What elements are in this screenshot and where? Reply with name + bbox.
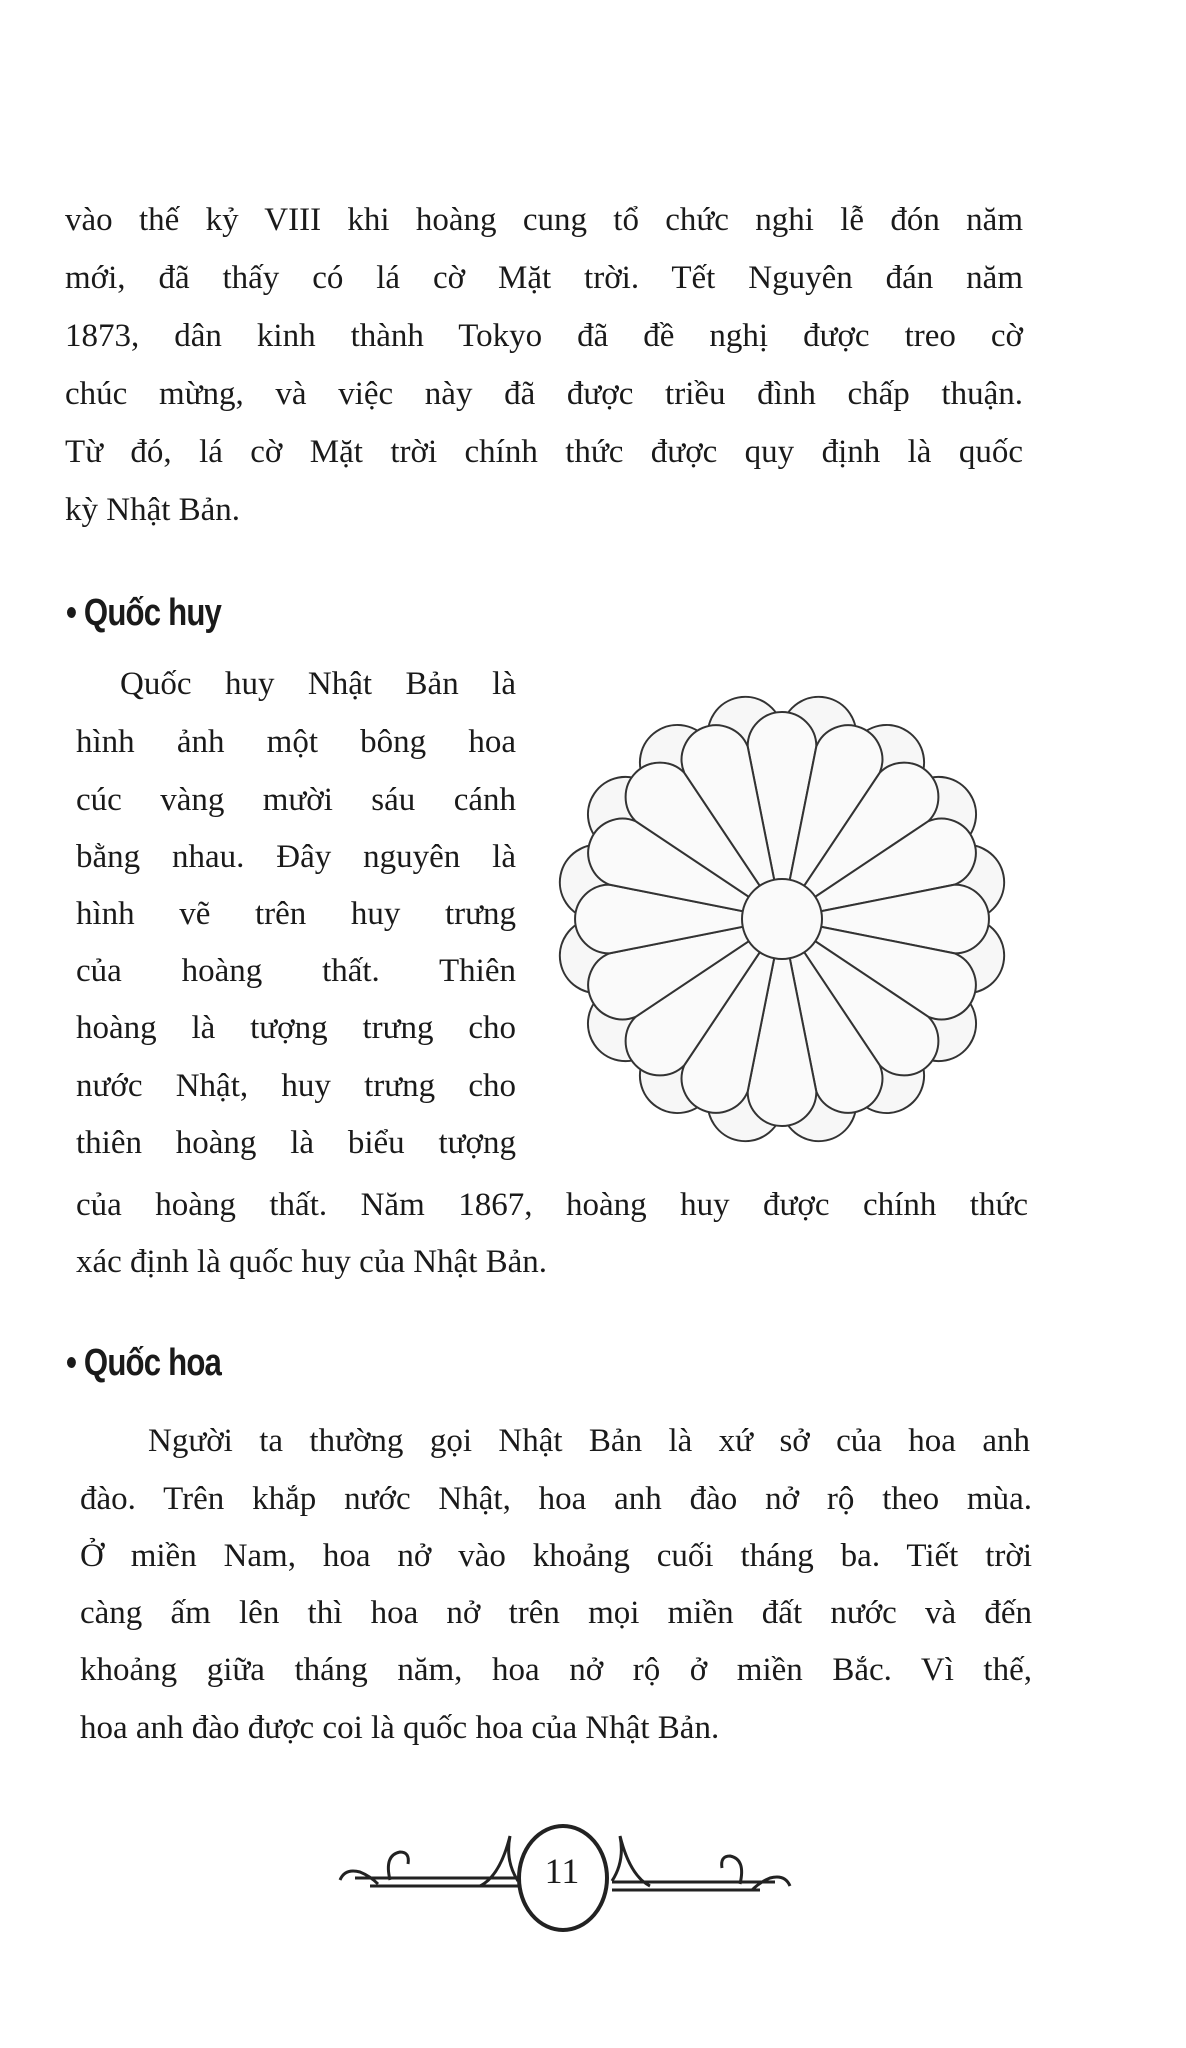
- text-line: đào. Trên khắp nước Nhật, hoa anh đào nở rộ theo mùa.: [80, 1481, 1032, 1517]
- page-number: 11: [544, 1851, 580, 1891]
- text-line: Từ đó, lá cờ Mặt trời chính thức được quy định là quốc: [65, 434, 1023, 470]
- text-line: Người ta thường gọi Nhật Bản là xứ sở của hoa anh: [148, 1423, 1030, 1459]
- section-heading-quoc-hoa: • Quốc hoa: [66, 1342, 222, 1384]
- text-line: mới, đã thấy có lá cờ Mặt trời. Tết Nguyên đán năm: [65, 260, 1023, 296]
- text-line: hình ảnh một bông hoa: [76, 724, 516, 760]
- text-line: chúc mừng, và việc này đã được triều đình chấp thuận.: [65, 376, 1023, 412]
- text-line: bằng nhau. Đây nguyên là: [76, 839, 516, 875]
- text-line: khoảng giữa tháng năm, hoa nở rộ ở miền Bắc. Vì thế,: [80, 1652, 1032, 1688]
- text-line: Quốc huy Nhật Bản là: [120, 666, 516, 702]
- text-line: 1873, dân kinh thành Tokyo đã đề nghị được treo cờ: [65, 318, 1023, 354]
- section-heading-quoc-huy: • Quốc huy: [66, 592, 222, 634]
- emblem-center: [742, 879, 822, 959]
- chrysanthemum-emblem: [542, 679, 1022, 1159]
- text-line: của hoàng thất. Năm 1867, hoàng huy được chính thức: [76, 1187, 1028, 1223]
- text-line: kỳ Nhật Bản.: [65, 492, 241, 528]
- text-line: Ở miền Nam, hoa nở vào khoảng cuối tháng ba. Tiết trời: [80, 1538, 1032, 1574]
- text-line: hoa anh đào được coi là quốc hoa của Nhật Bản.: [80, 1710, 720, 1746]
- text-line: cúc vàng mười sáu cánh: [76, 782, 516, 818]
- text-line: xác định là quốc huy của Nhật Bản.: [76, 1244, 548, 1280]
- text-line: hình vẽ trên huy trưng: [76, 896, 516, 932]
- text-line: hoàng là tượng trưng cho: [76, 1010, 516, 1046]
- text-line: vào thế kỷ VIII khi hoàng cung tổ chức nghi lễ đón năm: [65, 202, 1023, 238]
- text-line: càng ấm lên thì hoa nở trên mọi miền đất nước và đến: [80, 1595, 1032, 1631]
- text-line: nước Nhật, huy trưng cho: [76, 1068, 516, 1104]
- text-line: của hoàng thất. Thiên: [76, 953, 516, 989]
- text-line: thiên hoàng là biểu tượng: [76, 1125, 516, 1161]
